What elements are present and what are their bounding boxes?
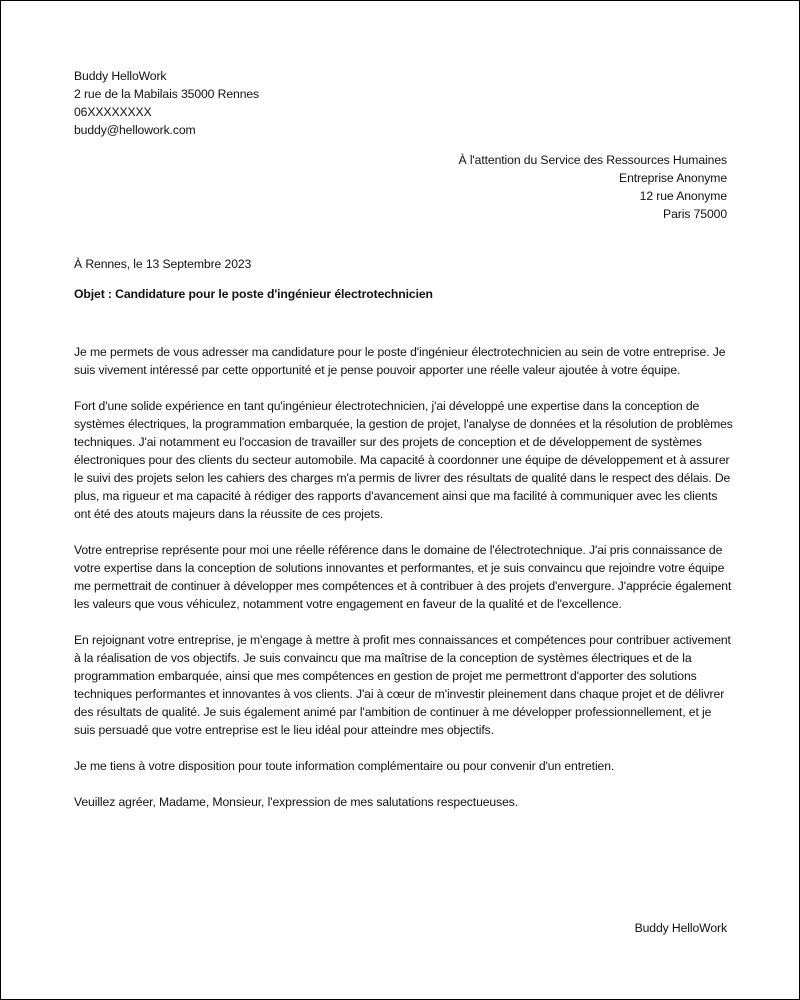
paragraph-availability: Je me tiens à votre disposition pour toute information complémentaire ou pour convenir d'un entretien. bbox=[74, 759, 615, 773]
paragraph-intro: Je me permets de vous adresser ma candidature pour le poste d'ingénieur électrotechnicien au sein de votre entreprise. Je suis vivement intéressé par cette opportunité et je pense pouvoir apporter une réelle valeur ajoutée à votre équipe. bbox=[74, 345, 726, 377]
letter-body bbox=[74, 343, 734, 829]
recipient-block bbox=[459, 151, 728, 223]
recipient-city: Paris 75000 bbox=[663, 207, 727, 221]
date-line: À Rennes, le 13 Septembre 2023 bbox=[74, 257, 252, 271]
sender-address: 2 rue de la Mabilais 35000 Rennes bbox=[74, 87, 260, 101]
recipient-company: Entreprise Anonyme bbox=[619, 171, 727, 185]
paragraph-experience: Fort d'une solide expérience en tant qu'ingénieur électrotechnicien, j'ai développé une expertise dans la conception de systèmes électriques, la programmation embarquée, la gestion de projet, l'analyse de données et la résolution de problèmes techniques. J'ai notamment eu l'occasion de travailler sur des projets de conception et de développement de systèmes électroniques pour des clients du secteur automobile. Ma capacité à coordonner une équipe de développement et à assurer le suivi des projets selon les cahiers des charges m'a permis de livrer des résultats de qualité dans le respect des délais. De plus, ma rigueur et ma capacité à rédiger des rapports d'avancement ainsi que ma facilité à communiquer avec les clients ont été des atouts majeurs dans la réussite de ces projets. bbox=[74, 399, 733, 521]
sender-name: Buddy HelloWork bbox=[74, 69, 167, 83]
subject-line: Objet : Candidature pour le poste d'ingénieur électrotechnicien bbox=[74, 287, 433, 301]
recipient-attention: À l'attention du Service des Ressources Humaines bbox=[458, 153, 727, 167]
paragraph-closing: Veuillez agréer, Madame, Monsieur, l'expression de mes salutations respectueuses. bbox=[74, 795, 519, 809]
signature: Buddy HelloWork bbox=[634, 921, 727, 935]
recipient-street: 12 rue Anonyme bbox=[639, 189, 727, 203]
paragraph-company-motivation: Votre entreprise représente pour moi une réelle référence dans le domaine de l'électrotechnique. J'ai pris connaissance de votre expertise dans la conception de solutions innovantes et performantes, et je suis convaincu que rejoindre votre équipe me permettrait de continuer à développer mes compétences et à contribuer à des projets d'envergure. J'apprécie également les valeurs que vous véhiculez, notamment votre engagement en faveur de la qualité et de l'excellence. bbox=[74, 543, 732, 611]
sender-block bbox=[74, 67, 259, 139]
sender-email: buddy@hellowork.com bbox=[74, 123, 196, 137]
paragraph-commitment: En rejoignant votre entreprise, je m'engage à mettre à profit mes connaissances et compétences pour contribuer activement à la réalisation de vos objectifs. Je suis convaincu que ma maîtrise de la conception de systèmes électriques et de la programmation embarquée, ainsi que mes compétences en gestion de projet me permettront d'apporter des solutions techniques performantes et innovantes à vos clients. J'ai à cœur de m'investir pleinement dans chaque projet et de délivrer des résultats de qualité. Je suis également animé par l'ambition de continuer à me développer professionnellement, et je suis persuadé que votre entreprise est le lieu idéal pour atteindre mes objectifs. bbox=[74, 633, 731, 737]
sender-phone: 06XXXXXXXX bbox=[74, 105, 152, 119]
